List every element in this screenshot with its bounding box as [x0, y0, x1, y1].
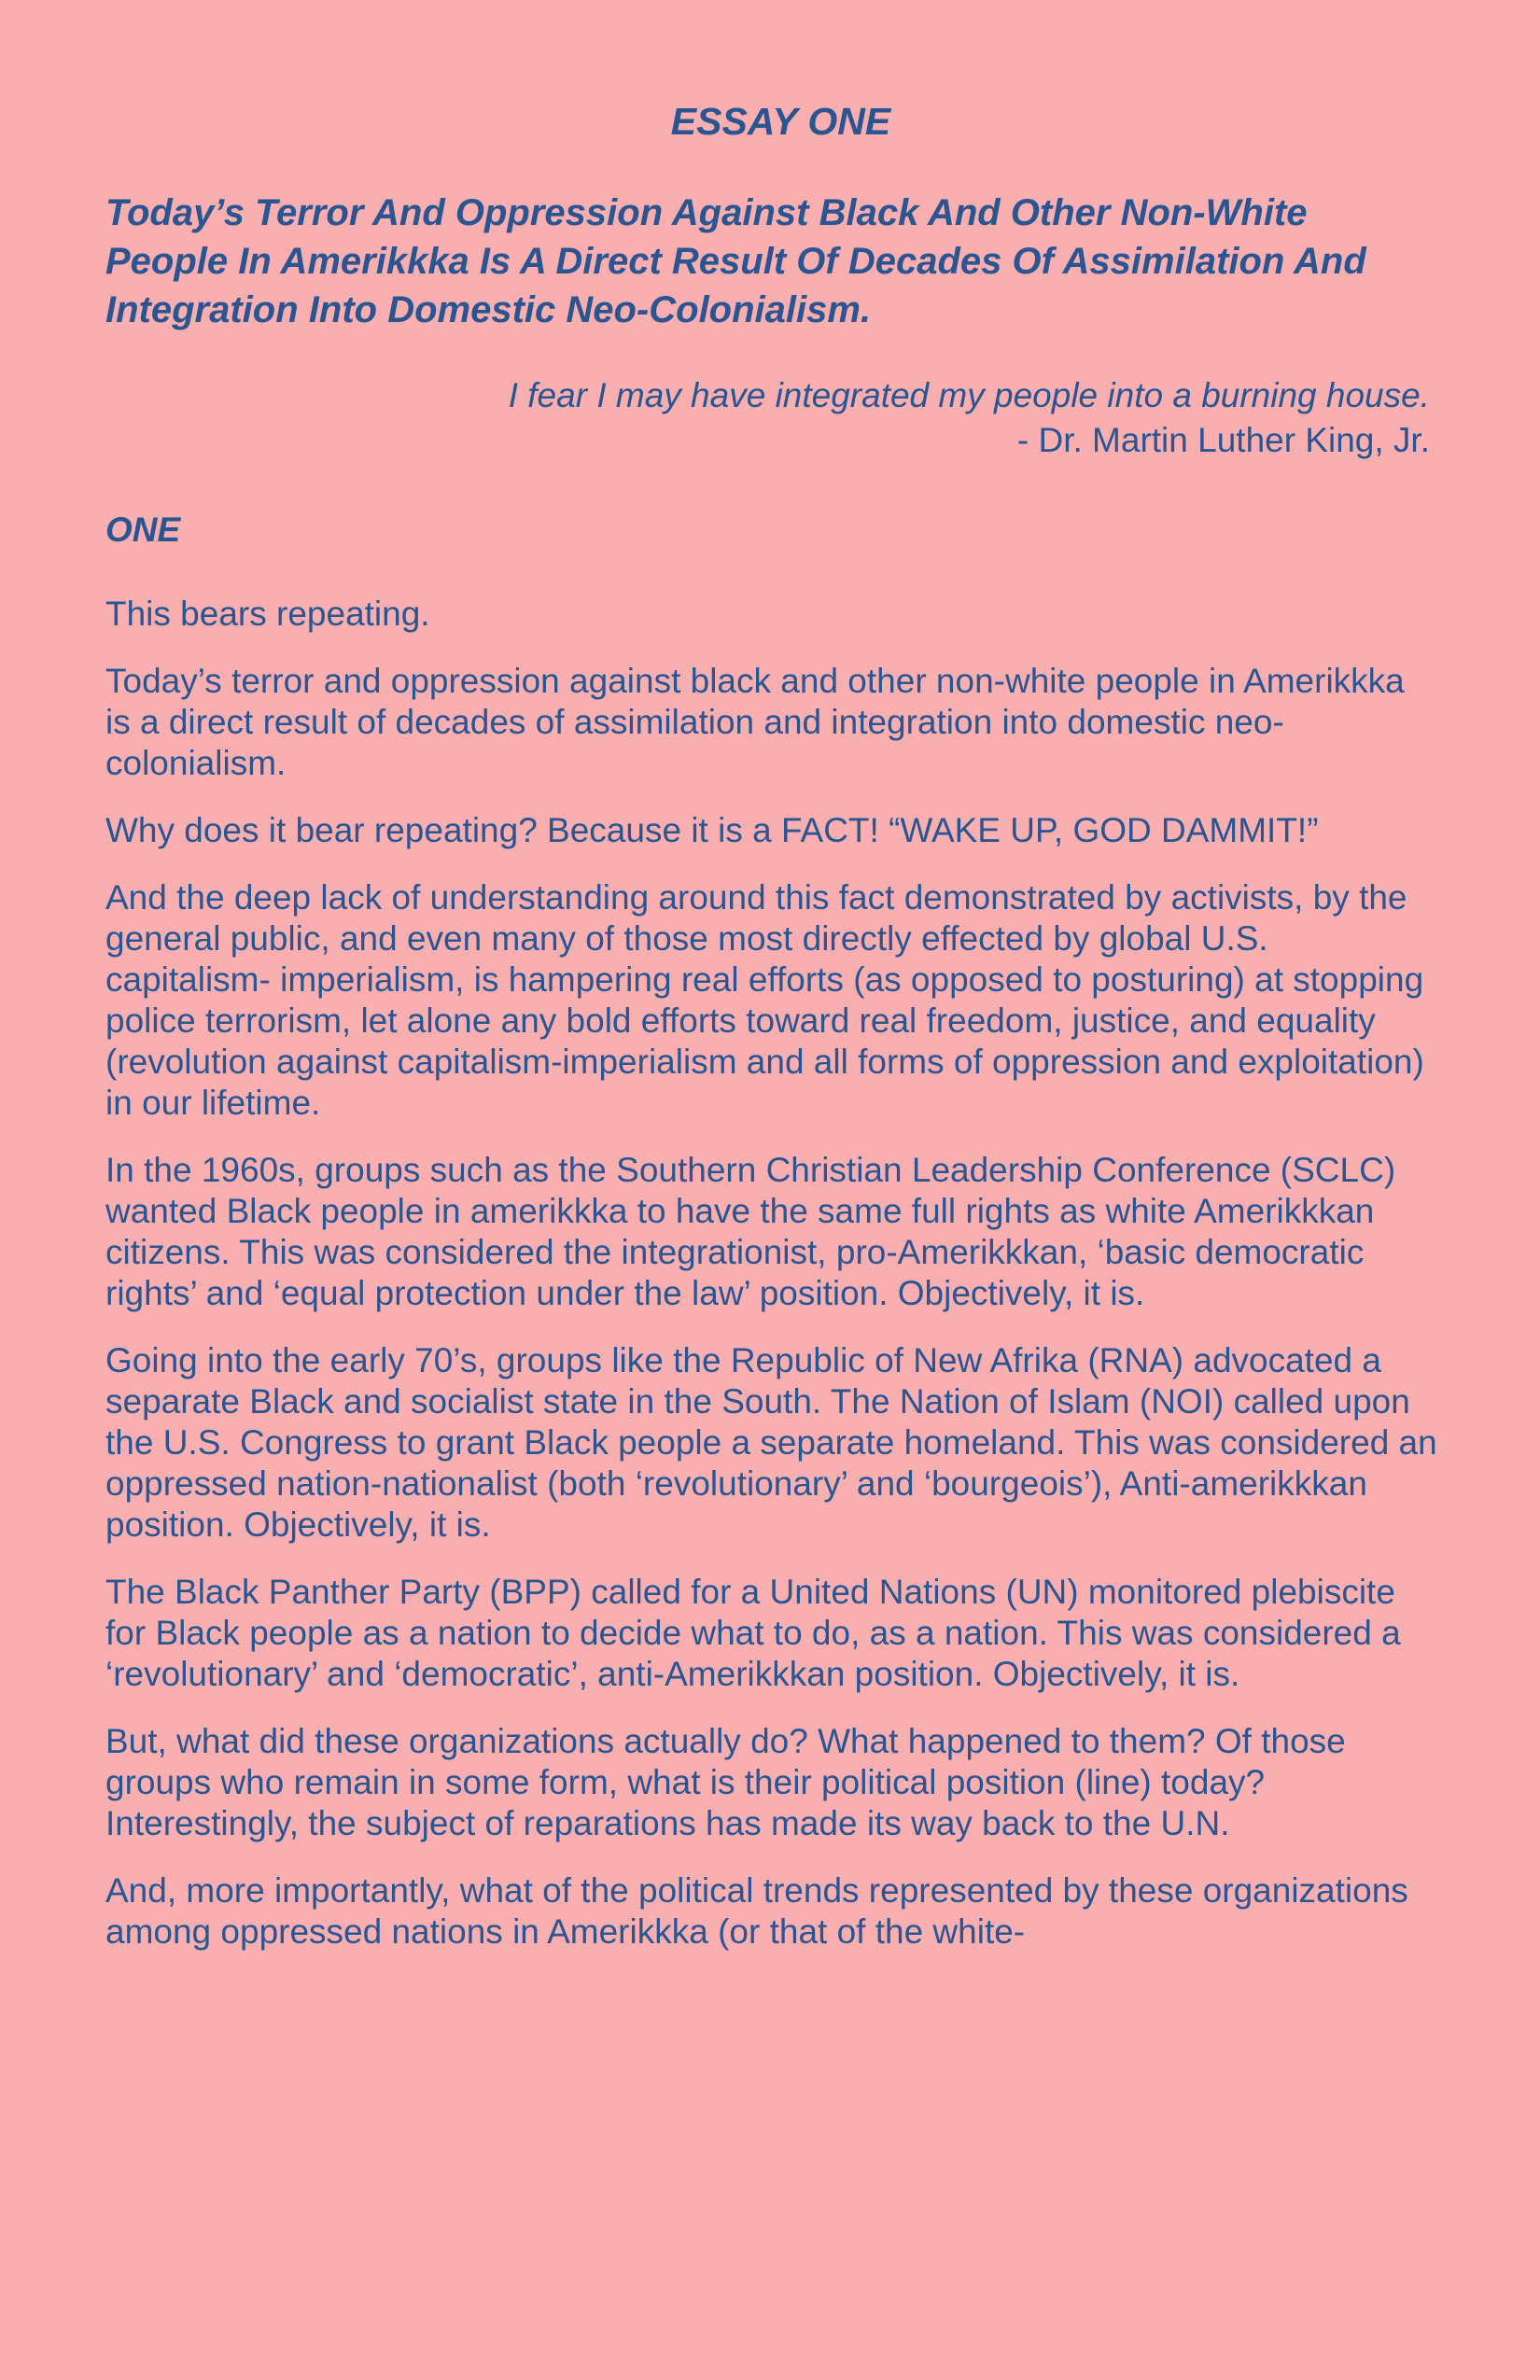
epigraph-quote: I fear I may have integrated my people into a burning house. [508, 376, 1430, 414]
epigraph-attribution: - Dr. Martin Luther King, Jr. [1016, 421, 1430, 459]
essay-heading: ESSAY ONE [670, 100, 891, 143]
paragraph-6: Going into the early 70’s, groups like the Republic of New Afrika (RNA) advocated a separate Black and socialist state in the South. The Nation of Islam (NOI) called upon the U.S. Congress to grant Black people a separate homeland. This was considered an oppressed nation-nationalist (both ‘revolutionary’ and ‘bourgeois’), Anti-amerikkkan position. Objectively, it is. [105, 1341, 1437, 1544]
paragraph-2: Today’s terror and oppression against black and other non-white people in Amerikkka is a direct result of decades of assimilation and integration into domestic neo-colonialism. [105, 662, 1405, 782]
paragraph-4: And the deep lack of understanding around this fact demonstrated by activists, by the general public, and even many of those most directly effected by global U.S. capitalism- imperialism, is hampering real efforts (as opposed to posturing) at stopping police terrorism, let alone any bold efforts toward real freedom, justice, and equality (revolution against capitalism-imperialism and all forms of oppression and exploitation) in our lifetime. [105, 878, 1424, 1122]
paragraph-9: And, more importantly, what of the political trends represented by these organizations among oppressed nations in Amerikkka (or that of the white- [105, 1871, 1408, 1951]
paragraph-7: The Black Panther Party (BPP) called for a United Nations (UN) monitored plebiscite for Black people as a nation to decide what to do, as a nation. This was considered a ‘revolutionary’ and ‘democratic’, anti-Amerikkkan position. Objectively, it is. [105, 1573, 1401, 1693]
epigraph [105, 373, 1430, 463]
paragraph-3: Why does it bear repeating? Because it is a FACT! “WAKE UP, GOD DAMMIT!” [105, 811, 1319, 849]
paragraph-1: This bears repeating. [105, 595, 430, 633]
paragraph-8: But, what did these organizations actually do? What happened to them? Of those groups who remain in some form, what is their political position (line) today? Interestingly, the subject of reparations has made its way back to the U.N. [105, 1722, 1346, 1842]
essay-subtitle: Today’s Terror And Oppression Against Black And Other Non-White People In Amerikkka Is A Direct Result Of Decades Of Assimilation And Integration Into Domestic Neo-Colonialism. [105, 192, 1366, 330]
section-heading: ONE [105, 511, 181, 549]
paragraph-5: In the 1960s, groups such as the Southern Christian Leadership Conference (SCLC) wanted Black people in amerikkka to have the same full rights as white Amerikkkan citizens. This was considered the integrationist, pro-Amerikkkan, ‘basic democratic rights’ and ‘equal protection under the law’ position. Objectively, it is. [105, 1151, 1396, 1312]
